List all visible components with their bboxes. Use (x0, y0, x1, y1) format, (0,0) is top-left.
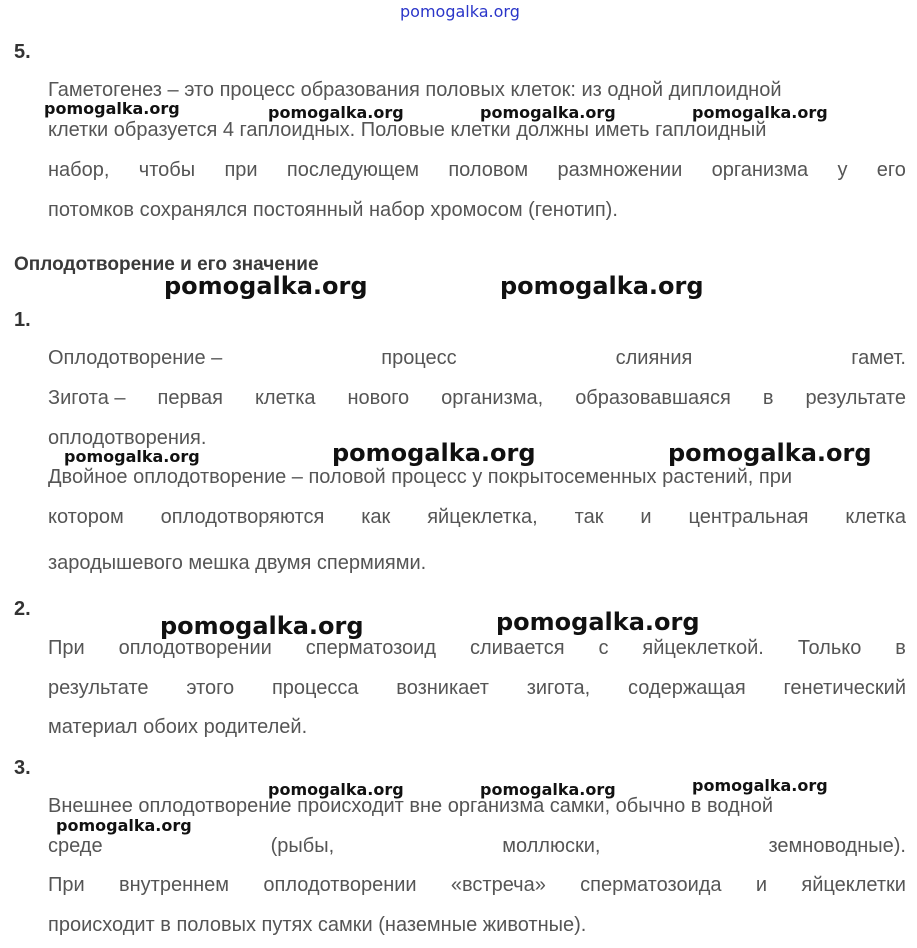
text-segment: При (48, 637, 85, 659)
watermark: pomogalka.org (268, 103, 404, 122)
text-segment: клетки образуется 4 гаплоидных. Половые клетки должны иметь гаплоидный (48, 119, 767, 141)
item-3-number: 3. (14, 757, 31, 779)
text-segment: организма (711, 159, 809, 181)
text-segment: половом (448, 159, 529, 181)
text-segment: сперматозоида (580, 874, 722, 896)
text-segment: материал обоих родителей. (48, 716, 308, 738)
watermark: pomogalka.org (160, 612, 364, 640)
text-segment: «встреча» (450, 874, 546, 896)
text-segment: так (574, 506, 604, 528)
text-segment: Только (797, 637, 862, 659)
watermark: pomogalka.org (480, 103, 616, 122)
text-segment: и (640, 506, 652, 528)
text-segment: его (876, 159, 906, 181)
text-segment: последующем (286, 159, 419, 181)
item-5-line-3 (48, 159, 906, 182)
text-segment: генетический (783, 677, 906, 699)
text-segment: зародышевого мешка двумя спермиями. (48, 552, 427, 574)
text-segment: При (48, 874, 85, 896)
text-segment: возникает (396, 677, 489, 699)
text-segment: Гаметогенез – это процесс образования половых клеток: из одной диплоидной (48, 79, 782, 101)
text-segment: в (895, 637, 906, 659)
text-segment: яйцеклетки (801, 874, 906, 896)
item-2-line-1 (48, 637, 906, 660)
text-segment: у (837, 159, 848, 181)
text-segment: моллюски, (502, 835, 601, 857)
item-5-number: 5. (14, 41, 31, 63)
text-segment: потомков сохранялся постоянный набор хромосом (генотип). (48, 199, 618, 221)
text-segment: сперматозоид (305, 637, 437, 659)
watermark: pomogalka.org (164, 272, 368, 300)
item-3-line-1 (48, 795, 773, 818)
watermark: pomogalka.org (56, 816, 192, 835)
item-5-line-2 (48, 119, 766, 142)
watermark: pomogalka.org (692, 776, 828, 795)
text-segment: Оплодотворение – (48, 347, 223, 369)
text-segment: этого (186, 677, 235, 699)
text-segment: набор, (48, 159, 110, 181)
text-segment: с (598, 637, 609, 659)
item-1-line-2 (48, 387, 906, 410)
text-segment: оплодотворения. (48, 427, 207, 449)
item-1-number: 1. (14, 309, 31, 331)
item-5-line-4 (48, 199, 618, 222)
section-title: Оплодотворение и его значение (14, 254, 319, 275)
text-segment: результате (48, 677, 149, 699)
text-segment: образовавшаяся (575, 387, 731, 409)
item-3-line-3 (48, 874, 906, 897)
watermark: pomogalka.org (332, 439, 536, 467)
item-1-line-6 (48, 552, 426, 575)
text-segment: клетка (845, 506, 906, 528)
text-segment: внутреннем (119, 874, 230, 896)
text-segment: Зигота – (48, 387, 126, 409)
item-2-number: 2. (14, 598, 31, 620)
text-segment: как (361, 506, 391, 528)
text-segment: процесс (381, 347, 457, 369)
text-segment: Внешнее оплодотворение происходит вне организма самки, обычно в водной (48, 795, 774, 817)
text-segment: нового (347, 387, 410, 409)
item-2-line-2 (48, 677, 906, 700)
watermark: pomogalka.org (44, 99, 180, 118)
watermark-top: pomogalka.org (400, 2, 520, 21)
text-segment: среде (48, 835, 103, 857)
text-segment: происходит в половых путях самки (наземные животные). (48, 914, 587, 936)
text-segment: процесса (271, 677, 359, 699)
text-segment: первая (157, 387, 223, 409)
item-3-line-4 (48, 914, 586, 937)
text-segment: котором (48, 506, 124, 528)
watermark: pomogalka.org (692, 103, 828, 122)
item-1-line-5 (48, 506, 906, 529)
watermark: pomogalka.org (500, 272, 704, 300)
text-segment: оплодотворении (118, 637, 272, 659)
item-1-line-4 (48, 466, 792, 489)
text-segment: и (755, 874, 768, 896)
text-segment: размножении (557, 159, 683, 181)
text-segment: слияния (615, 347, 693, 369)
text-segment: (рыбы, (270, 835, 335, 857)
text-segment: яйцеклеткой. (642, 637, 764, 659)
text-segment: яйцеклетка, (427, 506, 538, 528)
text-segment: в (762, 387, 774, 409)
watermark: pomogalka.org (480, 780, 616, 799)
text-segment: гамет. (851, 347, 906, 369)
watermark: pomogalka.org (496, 608, 700, 636)
item-1-line-1 (48, 347, 906, 370)
item-2-line-3 (48, 716, 307, 739)
text-segment: чтобы (138, 159, 196, 181)
text-segment: содержащая (628, 677, 746, 699)
watermark: pomogalka.org (668, 439, 872, 467)
text-segment: Двойное оплодотворение – половой процесс у покрытосеменных растений, при (48, 466, 793, 488)
text-segment: зигота, (526, 677, 591, 699)
watermark: pomogalka.org (64, 447, 200, 466)
text-segment: оплодотворении (263, 874, 417, 896)
item-3-line-2 (48, 835, 906, 858)
text-segment: земноводные). (768, 835, 906, 857)
text-segment: организма, (441, 387, 544, 409)
text-segment: при (224, 159, 258, 181)
watermark: pomogalka.org (268, 780, 404, 799)
text-segment: результате (805, 387, 906, 409)
text-segment: сливается (469, 637, 565, 659)
text-segment: оплодотворяются (160, 506, 325, 528)
text-segment: клетка (254, 387, 316, 409)
text-segment: центральная (688, 506, 809, 528)
